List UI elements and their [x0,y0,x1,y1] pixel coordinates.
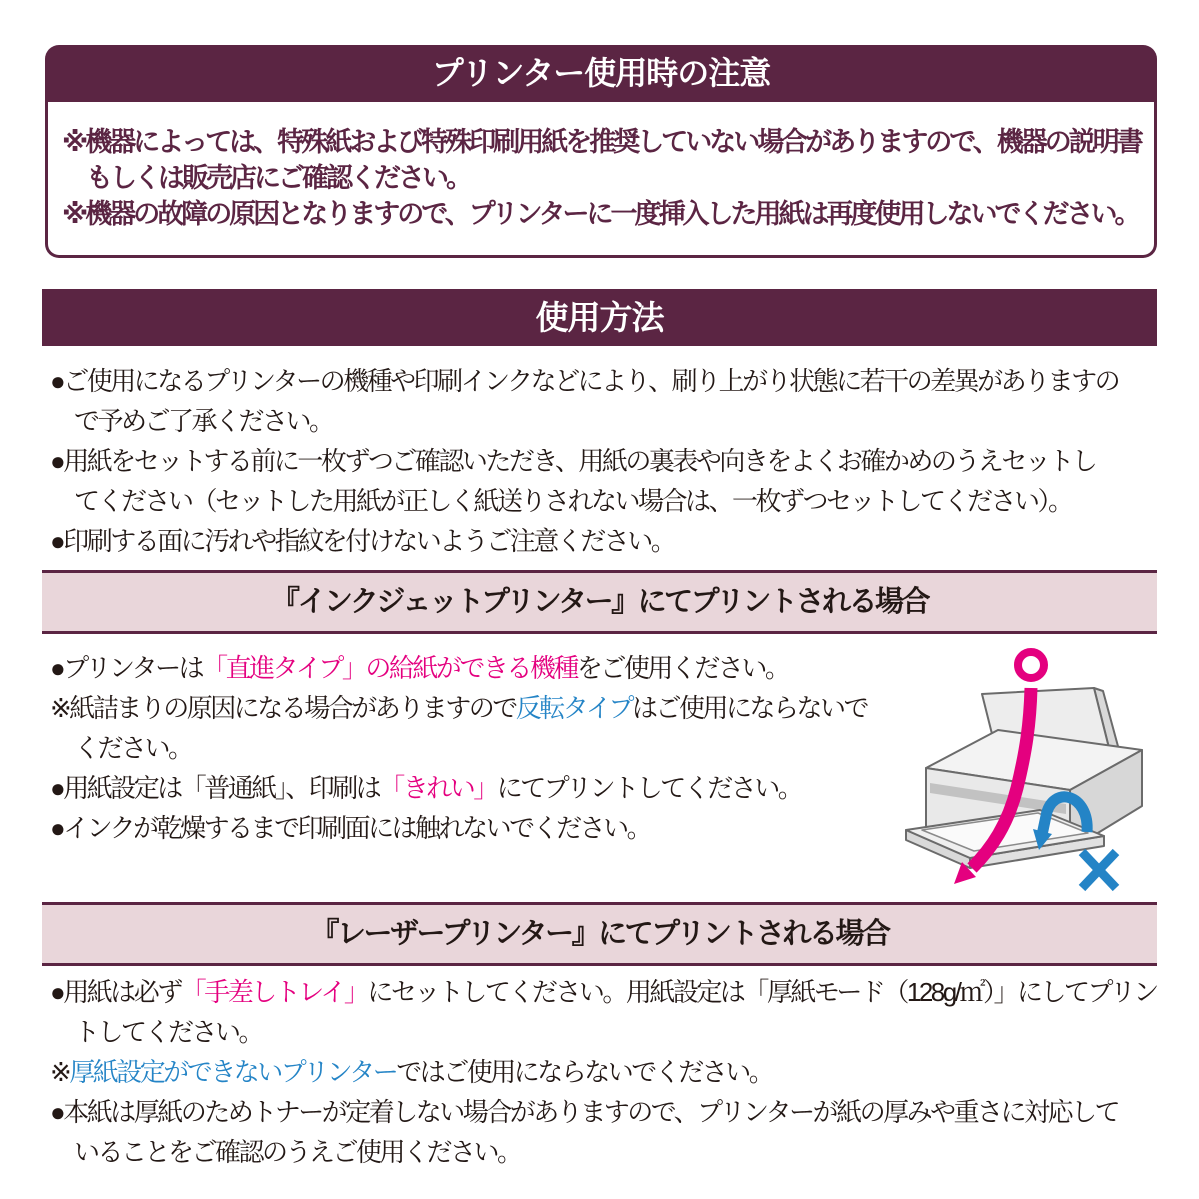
text-line [50,361,1160,401]
text-segment: にてプリントしてください。 [496,773,802,803]
text-line [50,401,1160,441]
text-segment: ※機器によっては、特殊紙および特殊印刷用紙を推奨していない場合がありますので、機器の説明書 [62,127,1141,157]
text-segment: ●プリンターは [50,653,203,683]
text-line [50,481,1160,521]
notice-title: プリンター使用時の注意 [45,45,1157,102]
usage-list [50,361,1160,561]
text-line [50,1092,1158,1132]
highlight-text: 厚紙設定ができないプリンター [69,1057,397,1087]
text-segment: ●本紙は厚紙のためトナーが定着しない場合がありますので、プリンターが紙の厚みや重さに対応して [50,1097,1119,1127]
text-line [50,808,900,848]
text-line [50,1132,1158,1172]
text-segment: ●用紙は必ず [50,977,181,1007]
text-segment: ※ [50,1057,70,1087]
text-segment: ください。 [74,733,192,763]
text-segment: をご使用ください。 [576,653,789,683]
text-line [50,521,1160,561]
text-segment: ●用紙設定は「普通紙」、印刷は [50,773,380,803]
text-segment: トしてください。 [74,1017,263,1047]
text-segment: はご使用にならないで [632,693,868,723]
text-segment: ●ご使用になるプリンターの機種や印刷インクなどにより、刷り上がり状態に若干の差異がありますの [50,366,1119,396]
highlight-text: 「直進タイプ」の給紙ができる機種 [202,653,577,683]
text-line [50,728,900,768]
prohibited-x-icon [1082,852,1116,888]
text-segment: ●インクが乾燥するまで印刷面には触れないでください。 [50,813,651,843]
laser-list [50,972,1158,1172]
text-line [50,972,1158,1012]
text-line [50,441,1160,481]
text-segment: ※紙詰まりの原因になる場合がありますので [50,693,516,723]
text-segment: もしくは販売店にご確認ください。 [86,163,470,193]
text-line [62,124,1140,160]
text-segment: で予めご了承ください。 [74,406,333,436]
text-segment: いることをご確認のうえご使用ください。 [74,1137,521,1167]
text-line [50,688,900,728]
printer-feed-path-illustration [896,636,1160,894]
text-line [50,1052,1158,1092]
text-segment: てください（セットした用紙が正しく紙送りされない場合は、一枚ずつセットしてください）。 [74,486,1072,516]
text-segment: ●用紙をセットする前に一枚ずつご確認いただき、用紙の裏表や向きをよくお確かめのうえセットし [50,446,1096,476]
text-line [50,648,900,688]
text-segment: ではご使用にならないでください。 [396,1057,773,1087]
inkjet-list [50,648,900,848]
text-segment: ※機器の故障の原因となりますので、プリンターに一度挿入した用紙は再度使用しないでください。 [62,199,1139,229]
usage-section-title: 使用方法 [42,289,1157,346]
highlight-text: 「きれい」 [379,773,497,803]
text-line [62,196,1140,232]
inkjet-section-title: 『インクジェットプリンター』にてプリントされる場合 [42,570,1157,634]
text-line [62,160,1140,196]
notice-body-text [45,102,1157,258]
highlight-text: 「手差しトレイ」 [180,977,368,1007]
laser-section-title: 『レーザープリンター』にてプリントされる場合 [42,902,1157,966]
text-line [50,768,900,808]
text-segment: ●印刷する面に汚れや指紋を付けないようご注意ください。 [50,526,675,556]
text-line [50,1012,1158,1052]
notice-box [45,45,1157,258]
text-segment: にセットしてください。用紙設定は「厚紙モード（128g/㎡）」にしてプリン [367,977,1157,1007]
highlight-text: 反転タイプ [515,693,632,723]
